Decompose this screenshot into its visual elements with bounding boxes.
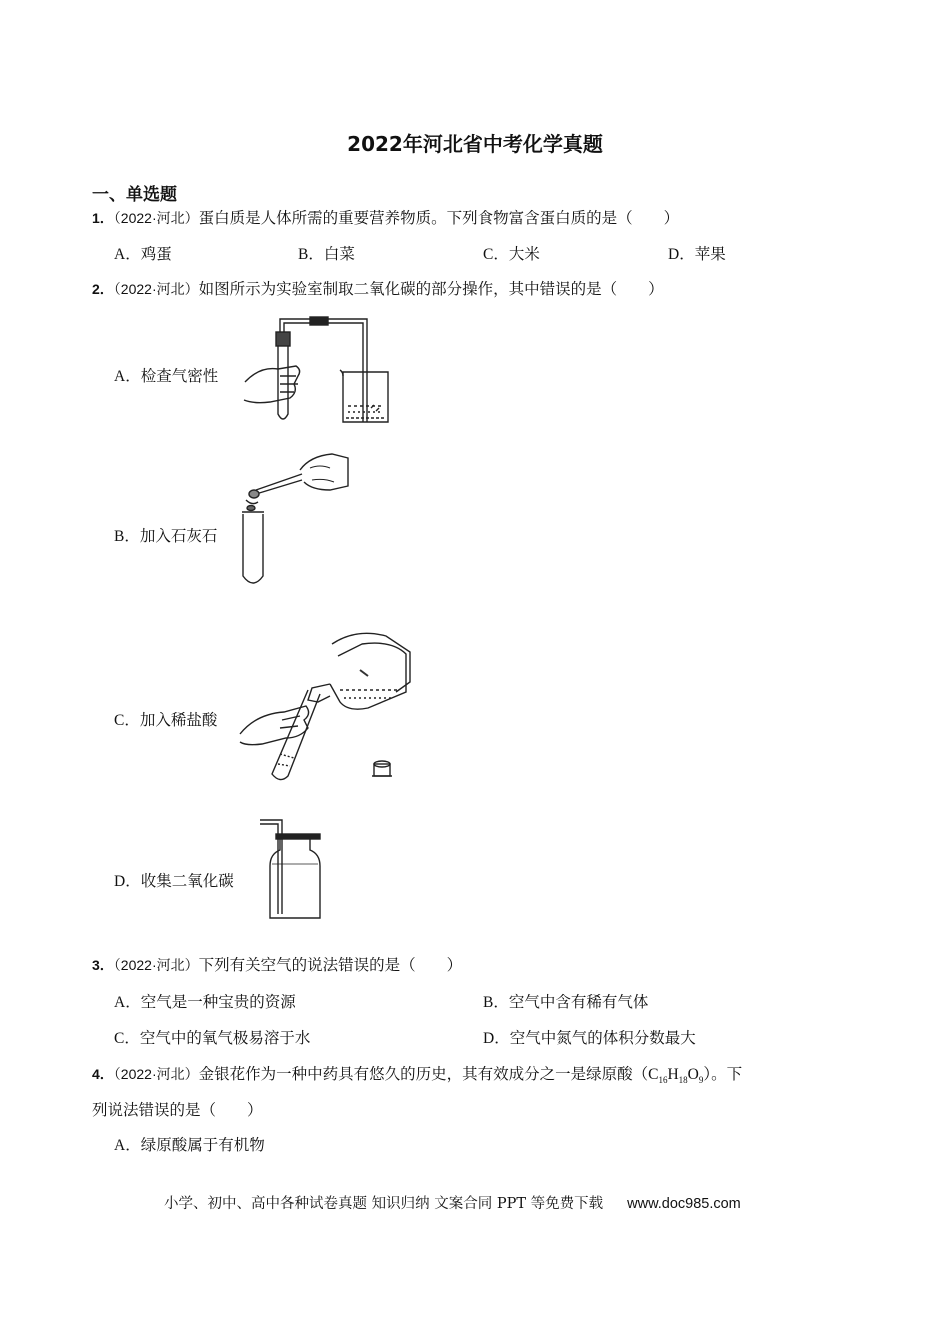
option-1c[interactable]: C．大米 [483, 245, 540, 263]
collect-co2-figure [258, 814, 324, 922]
section-heading: 一、单选题 [92, 185, 177, 205]
option-1d[interactable]: D．苹果 [668, 245, 726, 263]
footer [164, 1192, 741, 1213]
footer-url[interactable]: www.doc985.com [627, 1196, 741, 1212]
question-number: 4． [92, 1066, 114, 1082]
question-3 [92, 953, 462, 975]
question-text-end: ）。下 [703, 1065, 743, 1083]
question-text: 下列有关空气的说法错误的是（ ） [198, 956, 463, 974]
airtightness-check-figure [240, 314, 420, 426]
question-4 [92, 1062, 742, 1085]
add-dilute-acid-figure [236, 626, 416, 784]
option-2a[interactable]: A．检查气密性 [114, 367, 219, 385]
question-source: （2022·河北） [113, 1066, 199, 1082]
question-text: 蛋白质是人体所需的重要营养物质。下列食物富含蛋白质的是（ ） [198, 209, 680, 227]
question-source: （2022·河北） [113, 210, 199, 226]
option-2c[interactable]: C．加入稀盐酸 [114, 711, 218, 729]
question-text: 如图所示为实验室制取二氧化碳的部分操作，其中错误的是（ ） [198, 280, 664, 298]
option-3b[interactable]: B．空气中含有稀有气体 [483, 993, 649, 1011]
page-title: 2022年河北省中考化学真题 [347, 132, 603, 156]
add-limestone-figure [240, 450, 360, 590]
question-4-line2: 列说法错误的是（ ） [92, 1101, 263, 1119]
question-number: 2． [92, 281, 114, 297]
chemical-formula: $C_{16}H_{18}O_9$ [648, 1066, 704, 1086]
option-3d[interactable]: D．空气中氮气的体积分数最大 [483, 1029, 696, 1047]
question-2 [92, 277, 664, 299]
option-2d[interactable]: D．收集二氧化碳 [114, 872, 234, 890]
question-text: 金银花作为一种中药具有悠久的历史，其有效成分之一是绿原酸（ [198, 1065, 649, 1083]
option-3a[interactable]: A．空气是一种宝贵的资源 [114, 993, 296, 1011]
question-source: （2022·河北） [113, 957, 199, 973]
question-number: 1． [92, 210, 114, 226]
option-1a[interactable]: A．鸡蛋 [114, 245, 172, 263]
option-3c[interactable]: C．空气中的氧气极易溶于水 [114, 1029, 311, 1047]
question-source: （2022·河北） [113, 281, 199, 297]
option-2b[interactable]: B．加入石灰石 [114, 527, 218, 545]
question-number: 3． [92, 957, 114, 973]
footer-text: 小学、初中、高中各种试卷真题 知识归纳 文案合同 PPT 等免费下载 [164, 1196, 604, 1212]
option-1b[interactable]: B．白菜 [298, 245, 355, 263]
question-1 [92, 206, 679, 228]
option-4a[interactable]: A．绿原酸属于有机物 [114, 1136, 265, 1154]
